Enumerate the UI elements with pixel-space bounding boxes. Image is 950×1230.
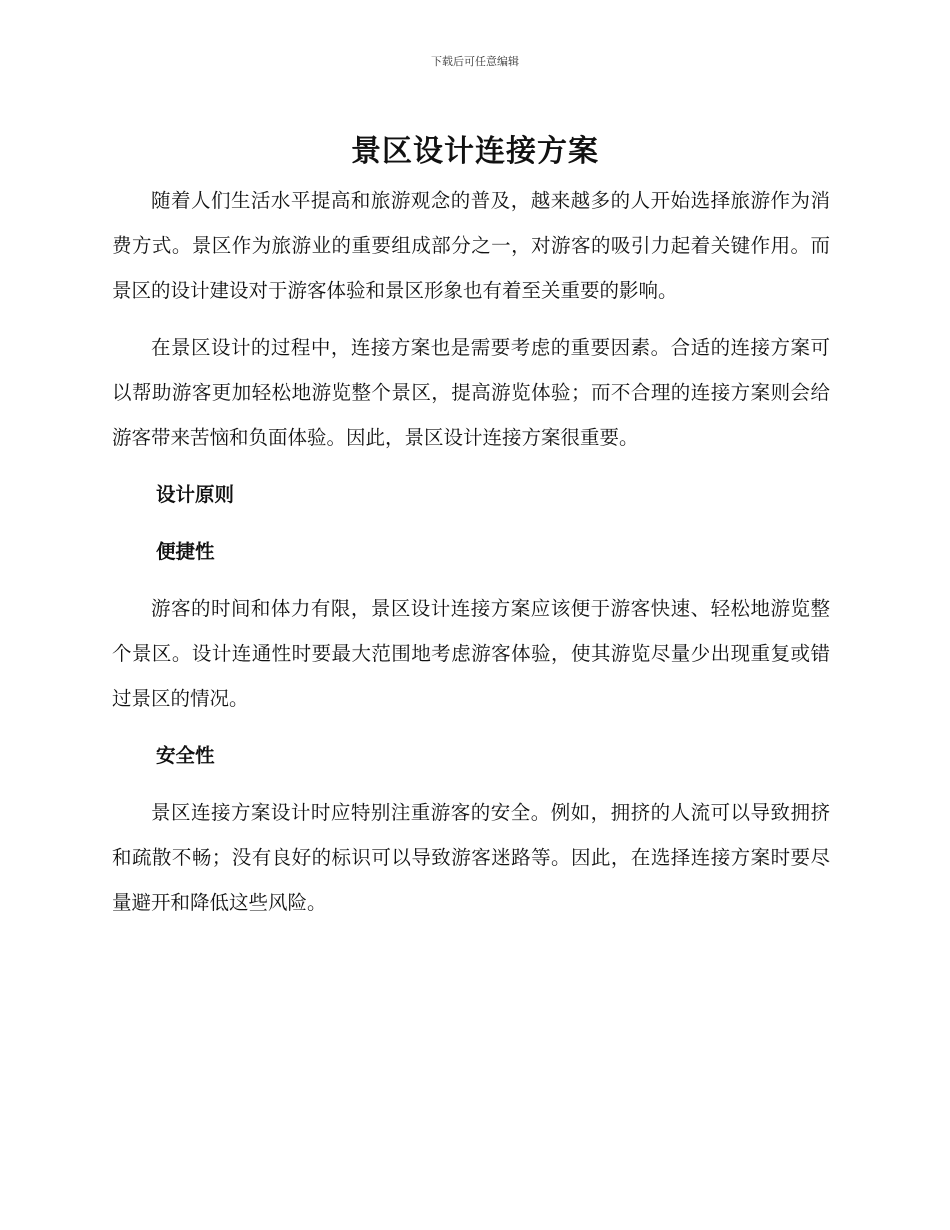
subsection-heading-safety: 安全性 (156, 744, 215, 767)
subsection-paragraph-convenience: 游客的时间和体力有限，景区设计连接方案应该便于游客快速、轻松地游览整个景区。设计连通性时要最大范围地考虑游客体验，使其游览尽量少出现重复或错过景区的情况。 (112, 597, 830, 710)
intro-paragraph-2: 在景区设计的过程中，连接方案也是需要考虑的重要因素。合适的连接方案可以帮助游客更加轻松地游览整个景区，提高游览体验；而不合理的连接方案则会给游客带来苦恼和负面体验。因此，景区设计连接方案很重要。 (112, 336, 830, 449)
document-title: 景区设计连接方案 (351, 134, 599, 169)
intro-paragraph-1: 随着人们生活水平提高和旅游观念的普及，越来越多的人开始选择旅游作为消费方式。景区作为旅游业的重要组成部分之一，对游客的吸引力起着关键作用。而景区的设计建设对于游客体验和景区形象也有着至关重要的影响。 (112, 189, 830, 302)
document-body (112, 178, 830, 937)
header-note: 下载后可任意编辑 (431, 55, 519, 68)
subsection-paragraph-safety: 景区连接方案设计时应特别注重游客的安全。例如，拥挤的人流可以导致拥挤和疏散不畅；没有良好的标识可以导致游客迷路等。因此，在选择连接方案时要尽量避开和降低这些风险。 (112, 801, 830, 914)
section-heading-design-principles: 设计原则 (156, 483, 235, 506)
subsection-heading-convenience: 便捷性 (156, 540, 215, 563)
